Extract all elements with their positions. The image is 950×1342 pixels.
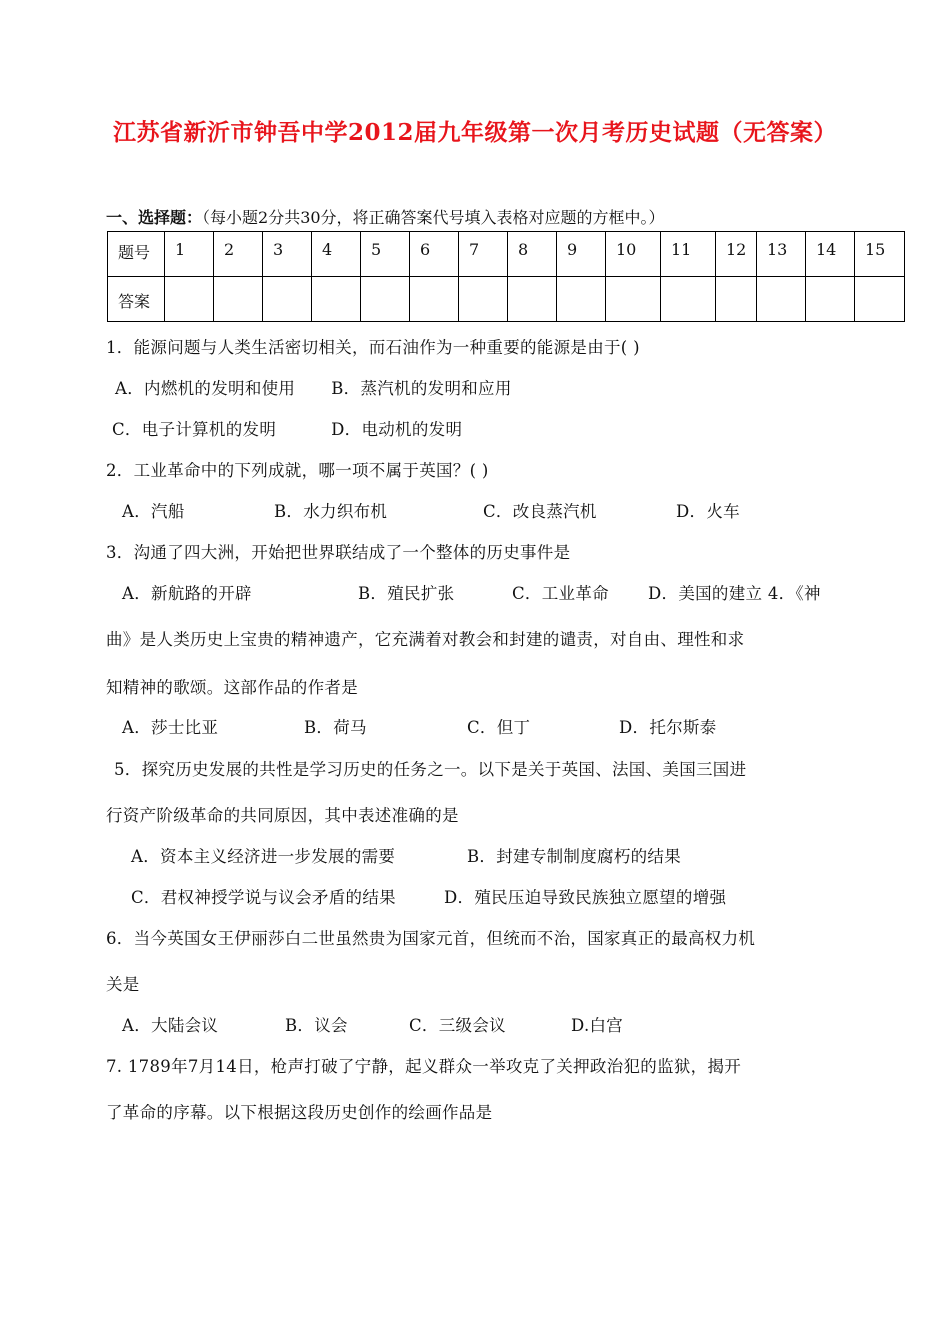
answer-cell[interactable] [263,277,312,322]
option-d: D．火车 [676,502,740,521]
page-title: 江苏省新沂市钟吾中学2012届九年级第一次月考历史试题（无答案） [112,119,837,146]
answer-cell[interactable] [806,277,855,322]
answer-cell[interactable] [508,277,557,322]
question-number-cell: 5 [361,232,410,277]
question-number-cell: 2 [214,232,263,277]
question-number-cell: 1 [165,232,214,277]
table-row-answers [108,277,905,322]
question-number-cell: 7 [459,232,508,277]
option-a: A．新航路的开辟 [122,584,252,603]
question-5-options-row-1 [131,843,681,867]
answer-cell[interactable] [312,277,361,322]
option-c: C．改良蒸汽机 [483,502,597,521]
option-a: A．莎士比亚 [122,718,219,737]
section-label: 一、选择题： [106,208,203,227]
option-b: B．议会 [285,1016,348,1035]
question-number-cell: 6 [410,232,459,277]
question-4-line-2: 曲》是人类历史上宝贵的精神遗产，它充满着对教会和封建的谴责，对自由、理性和求 [106,630,745,649]
option-b: B．水力织布机 [274,502,388,521]
question-5-options-row-2 [131,884,726,908]
option-b: B．殖民扩张 [358,584,455,603]
option-a: A．资本主义经济进一步发展的需要 [131,847,396,866]
question-4-options [122,714,717,738]
option-a: A．大陆会议 [122,1016,219,1035]
option-a: A．汽船 [122,502,185,521]
answer-cell[interactable] [716,277,757,322]
option-b: B．荷马 [304,718,367,737]
question-6-line-2: 关是 [106,975,140,994]
question-5-line-1: 5．探究历史发展的共性是学习历史的任务之一。以下是关于英国、法国、美国三国进 [114,760,747,779]
question-number-cell: 15 [855,232,905,277]
question-5-line-2: 行资产阶级革命的共同原因，其中表述准确的是 [106,806,459,825]
question-number-cell: 13 [757,232,806,277]
question-4-line-3: 知精神的歌颂。这部作品的作者是 [106,678,358,697]
question-2-options [122,498,740,522]
answer-cell[interactable] [459,277,508,322]
question-number-cell: 10 [606,232,661,277]
option-d: D．殖民压迫导致民族独立愿望的增强 [444,888,727,907]
question-7-line-2: 了革命的序幕。以下根据这段历史创作的绘画作品是 [106,1103,493,1122]
table-row-numbers [108,232,905,277]
answer-cell[interactable] [606,277,661,322]
question-3: 3．沟通了四大洲，开始把世界联结成了一个整体的历史事件是 [106,543,571,562]
question-number-cell: 4 [312,232,361,277]
answer-cell[interactable] [214,277,263,322]
option-c: C．工业革命 [512,584,609,603]
question-1-options-row-1 [115,375,512,399]
question-1-options-row-2 [112,416,462,440]
question-2: 2．工业革命中的下列成就，哪一项不属于英国？( ) [106,461,489,480]
question-number-cell: 8 [508,232,557,277]
question-number-cell: 14 [806,232,855,277]
question-number-cell: 12 [716,232,757,277]
question-6-options [122,1012,623,1036]
answer-cell[interactable] [361,277,410,322]
option-c: C．三级会议 [409,1016,506,1035]
question-1: 1．能源问题与人类生活密切相关，而石油作为一种重要的能源是由于( ) [106,338,640,357]
section-note: （每小题2分共30分，将正确答案代号填入表格对应题的方框中。） [202,208,665,227]
question-number-cell: 11 [661,232,716,277]
option-d: D．电动机的发明 [331,420,463,439]
question-3-options [122,580,821,604]
question-number-cell: 3 [263,232,312,277]
answer-table [107,231,905,322]
option-c: C．但丁 [467,718,531,737]
answer-cell[interactable] [661,277,716,322]
answer-cell[interactable] [557,277,606,322]
answer-cell[interactable] [165,277,214,322]
answer-cell[interactable] [757,277,806,322]
option-a: A．内燃机的发明和使用 [115,379,296,398]
question-6-line-1: 6．当今英国女王伊丽莎白二世虽然贵为国家元首，但统而不治，国家真正的最高权力机 [106,929,756,948]
option-d: D．美国的建立 4．《神 [648,584,821,603]
option-d: D.白宫 [571,1016,624,1035]
option-c: C．君权神授学说与议会矛盾的结果 [131,888,396,907]
row-label-number: 题号 [108,232,165,277]
question-number-cell: 9 [557,232,606,277]
option-b: B．蒸汽机的发明和应用 [331,379,512,398]
row-label-answer: 答案 [108,277,165,322]
option-b: B．封建专制制度腐朽的结果 [467,847,682,866]
section-heading [106,205,665,228]
question-7-line-1: 7. 1789年7月14日，枪声打破了宁静，起义群众一举攻克了关押政治犯的监狱，揭开 [106,1057,742,1076]
option-c: C．电子计算机的发明 [112,420,277,439]
answer-cell[interactable] [855,277,905,322]
answer-cell[interactable] [410,277,459,322]
option-d: D．托尔斯泰 [619,718,717,737]
